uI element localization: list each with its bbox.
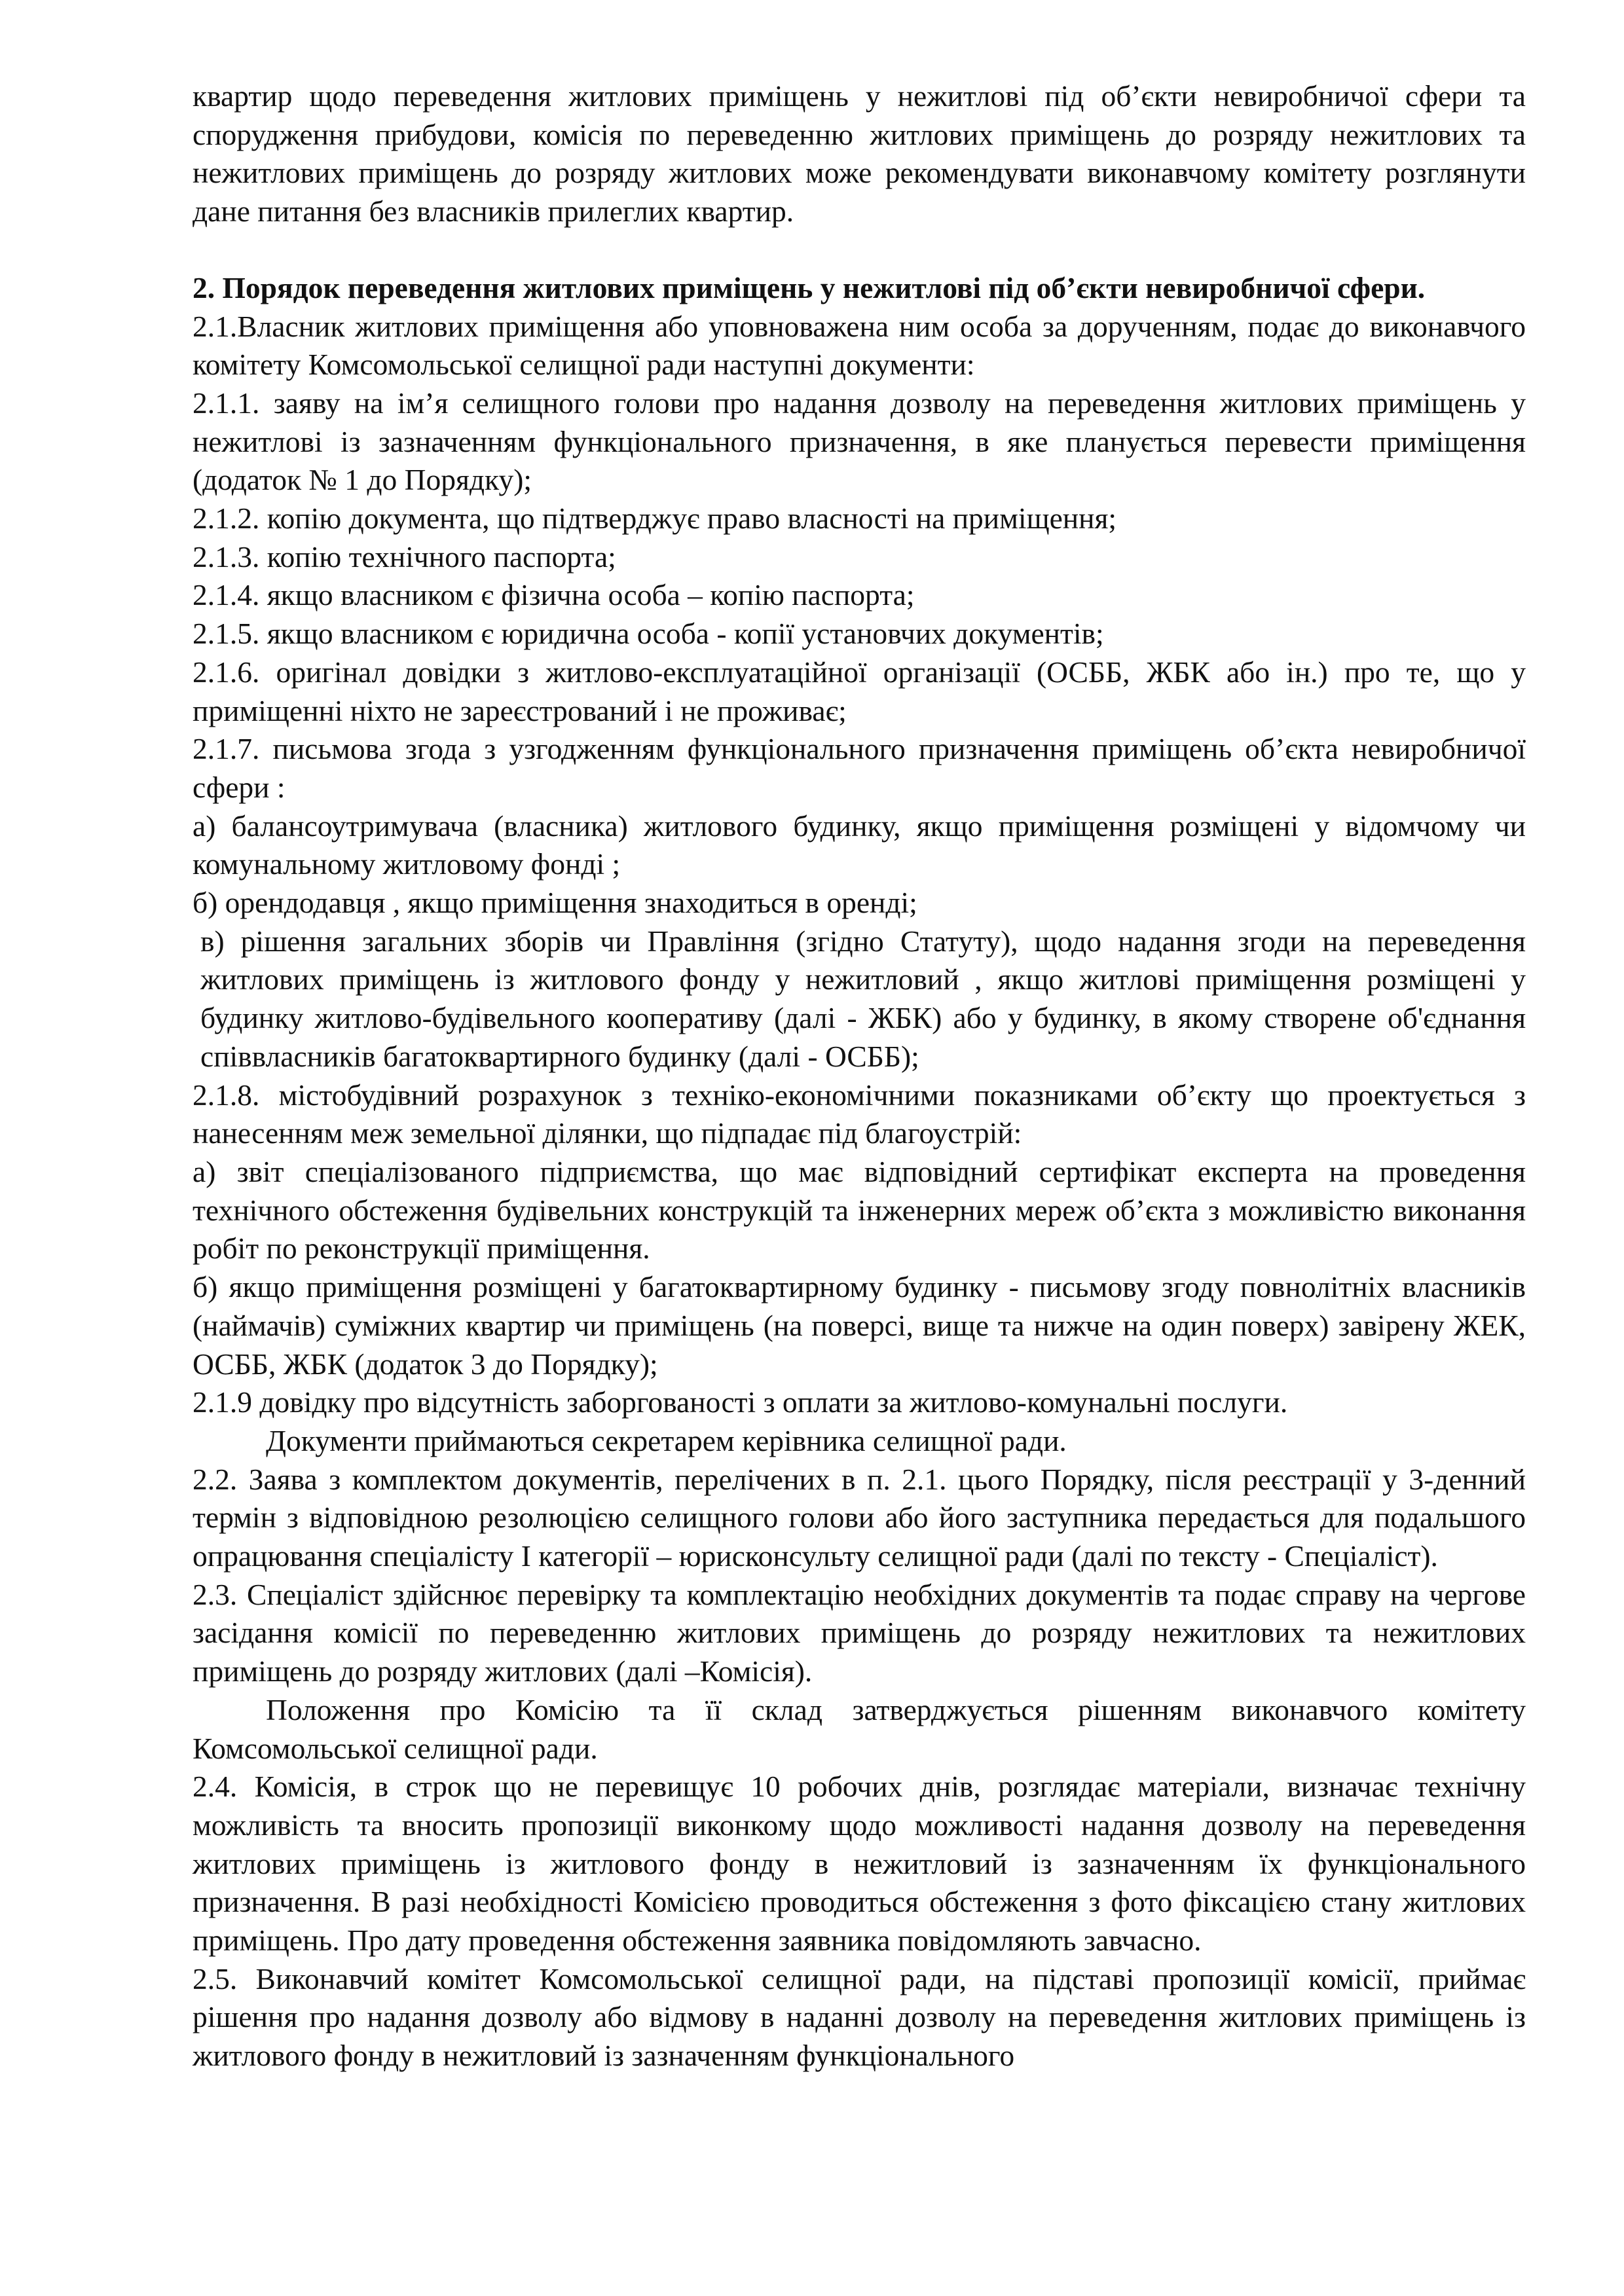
clause-2-2: 2.2. Заява з комплектом документів, перелічених в п. 2.1. цього Порядку, після реєстрації у 3-денний термін з відповідною резолюцією селищного голови або його заступника передається для подальшого опрацювання спеціалісту І категорії – юрисконсульту селищної ради (далі по тексту - Спеціаліст). bbox=[193, 1462, 1526, 1573]
clause-2-1-1: 2.1.1. заяву на ім’я селищного голови про надання дозволу на переведення житлових приміщень у нежитлові із зазначенням функціонального призначення, в яке планується перевести приміщення (додаток № 1 до Порядку); bbox=[193, 386, 1526, 497]
clause-2-1-2: 2.1.2. копію документа, що підтверджує право власності на приміщення; bbox=[193, 501, 1117, 536]
clause-2-3: 2.3. Спеціаліст здійснює перевірку та комплектацію необхідних документів та подає справу на чергове засідання комісії по переведенню житлових приміщень до розряду нежитлових та нежитлових приміщень до розряду житлових (далі –Комісія). bbox=[193, 1577, 1526, 1688]
clause-2-1-8-b: б) якщо приміщення розміщені у багатоквартирному будинку - письмову згоду повнолітніх власників (наймачів) суміжних квартир чи приміщень (на поверсі, вище та нижче на один поверх) завірену ЖЕК, ОСББ, ЖБК (додаток 3 до Порядку); bbox=[193, 1270, 1526, 1381]
clause-2-1-9: 2.1.9 довідку про відсутність заборгованості з оплати за житлово-комунальні послуги. bbox=[193, 1385, 1288, 1419]
clause-2-5: 2.5. Виконавчий комітет Комсомольської селищної ради, на підставі пропозиції комісії, приймає рішення про надання дозволу або відмову в наданні дозволу на переведення житлових приміщень із житлового фонду в нежитловий із зазначенням функціонального bbox=[193, 1961, 1526, 2073]
commission-regulation-note: Положення про Комісію та її склад затверджується рішенням виконавчого комітету Комсомольської селищної ради. bbox=[193, 1692, 1526, 1765]
clause-2-1-8-a: а) звіт спеціалізованого підприємства, що має відповідний сертифікат експерта на проведення технічного обстеження будівельних конструкцій та інженерних мереж об’єкта з можливістю виконання робіт по реконструкції приміщення. bbox=[193, 1154, 1526, 1266]
paragraph-intro-continuation: квартир щодо переведення житлових приміщень у нежитлові під об’єкти невиробничої сфери та спорудження прибудови, комісія по переведенню житлових приміщень до розряду нежитлових та нежитлових приміщень до розряду житлових може рекомендувати виконавчому комітету розглянути дане питання без власників прилеглих квартир. bbox=[193, 79, 1526, 228]
clause-2-1-8: 2.1.8. містобудівний розрахунок з техніко-економічними показниками об’єкту що проектується з нанесенням меж земельної ділянки, що підпадає під благоустрій: bbox=[193, 1078, 1526, 1150]
section-heading-2: 2. Порядок переведення житлових приміщень у нежитлові під об’єкти невиробничої сфери. bbox=[193, 270, 1426, 304]
clause-2-1-7: 2.1.7. письмова згода з узгодженням функціонального призначення приміщень об’єкта невиробничої сфери : bbox=[193, 732, 1526, 804]
clause-2-4: 2.4. Комісія, в строк що не перевищує 10 робочих днів, розглядає матеріали, визначає технічну можливість та вносить пропозиції виконкому щодо можливості надання дозволу на переведення житлових приміщень із житлового фонду в нежитловий із зазначенням їх функціонального призначення. В разі необхідності Комісією проводиться обстеження з фото фіксацією стану житлових приміщень. Про дату проведення обстеження заявника повідомляють завчасно. bbox=[193, 1770, 1526, 1958]
clause-2-1: 2.1.Власник житлових приміщення або уповноважена ним особа за дорученням, подає до виконавчого комітету Комсомольської селищної ради наступні документи: bbox=[193, 309, 1526, 382]
documents-accepted-note: Документи приймаються секретарем керівника селищної ради. bbox=[266, 1423, 1067, 1457]
document-page bbox=[193, 77, 1526, 2075]
clause-2-1-7-a: а) балансоутримувача (власника) житлового будинку, якщо приміщення розміщені у відомчому чи комунальному житловому фонді ; bbox=[193, 809, 1526, 881]
paragraph-spacer bbox=[193, 231, 1526, 269]
clause-2-1-6: 2.1.6. оригінал довідки з житлово-експлуатаційної організації (ОСББ, ЖБК або ін.) про те, що у приміщенні ніхто не зареєстрований і не проживає; bbox=[193, 655, 1526, 727]
clause-2-1-7-b: б) орендодавця , якщо приміщення знаходиться в оренді; bbox=[193, 886, 917, 920]
clause-2-1-7-v: в) рішення загальних зборів чи Правління (згідно Статуту), щодо надання згоди на переведення житлових приміщень із житлового фонду у нежитловий , якщо житлові приміщення розміщені у будинку житлово-будівельного кооперативу (далі - ЖБК) або у будинку, в якому створене об'єднання співвласників багатоквартирного будинку (далі - ОСББ); bbox=[200, 924, 1526, 1073]
clause-2-1-4: 2.1.4. якщо власником є фізична особа – копію паспорта; bbox=[193, 578, 915, 612]
clause-2-1-3: 2.1.3. копію технічного паспорта; bbox=[193, 539, 616, 574]
clause-2-1-5: 2.1.5. якщо власником є юридична особа - копії установчих документів; bbox=[193, 617, 1104, 651]
